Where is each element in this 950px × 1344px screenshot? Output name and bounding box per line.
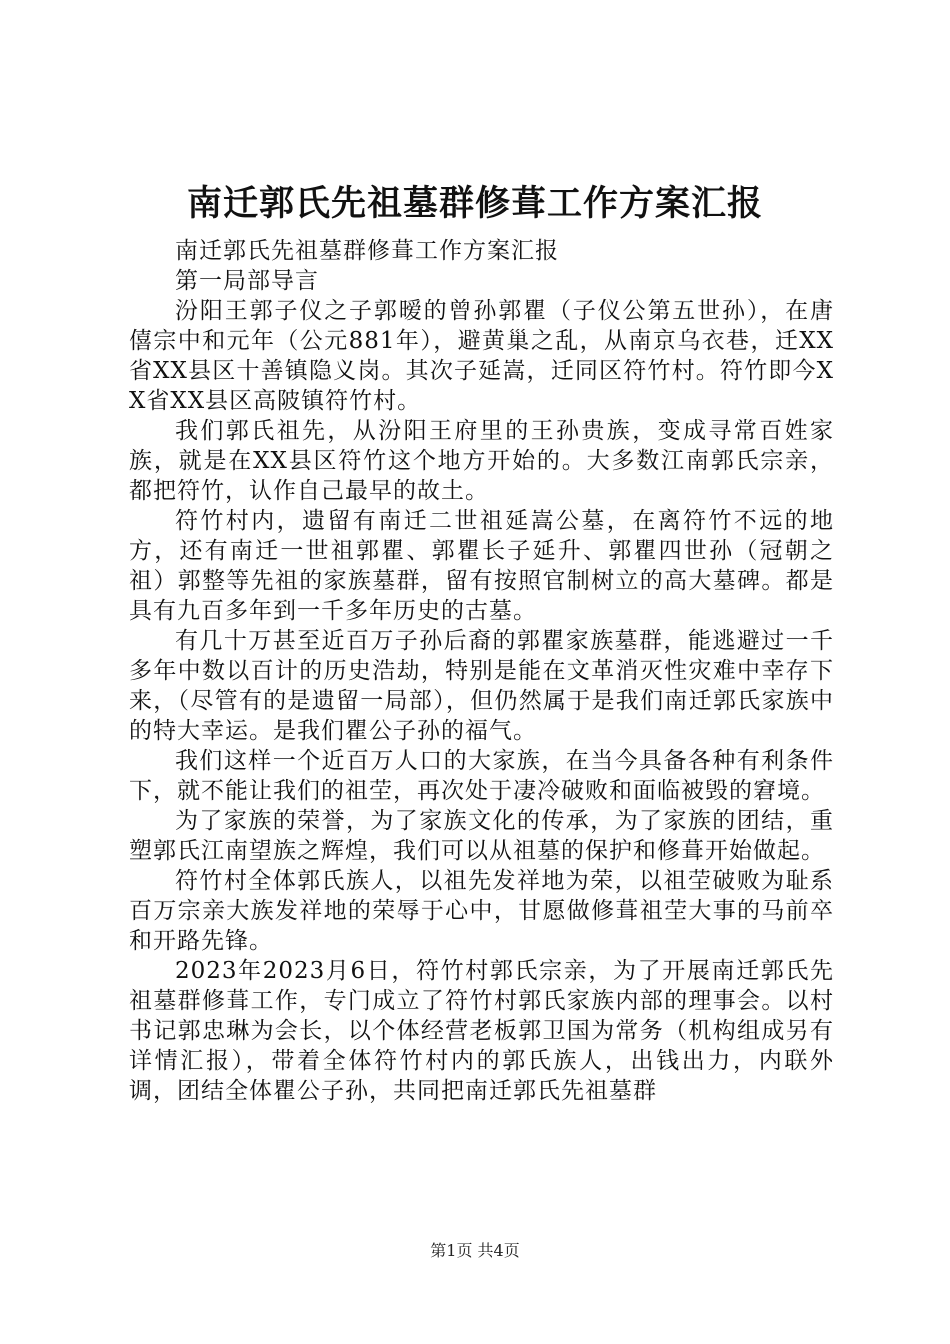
paragraph: 我们这样一个近百万人口的大家族，在当今具备各种有利条件下，就不能让我们的祖茔，再次处于凄冷破败和面临被毁的窘境。 [129, 748, 834, 804]
paragraph: 符竹村内，遗留有南迁二世祖延嵩公墓，在离符竹不远的地方，还有南迁一世祖郭瞿、郭瞿长子延升、郭瞿四世孙（冠朝之祖）郭整等先祖的家族墓群，留有按照官制树立的高大墓碑。都是具有九百多年到一千多年历史的古墓。 [129, 508, 834, 624]
paragraph: 为了家族的荣誉，为了家族文化的传承，为了家族的团结，重塑郭氏江南望族之辉煌，我们可以从祖墓的保护和修葺开始做起。 [129, 808, 834, 864]
paragraph: 有几十万甚至近百万子孙后裔的郭瞿家族墓群，能逃避过一千多年中数以百计的历史浩劫，特别是能在文革消灭性灾难中幸存下来，（尽管有的是遗留一局部），但仍然属于是我们南迁郭氏家族中的特大幸运。是我们瞿公子孙的福气。 [129, 628, 834, 744]
paragraph: 南迁郭氏先祖墓群修葺工作方案汇报 [175, 238, 559, 264]
paragraph: 符竹村全体郭氏族人，以祖先发祥地为荣，以祖茔破败为耻系百万宗亲大族发祥地的荣辱于心中，甘愿做修葺祖茔大事的马前卒和开路先锋。 [129, 868, 834, 954]
paragraph: 2023年2023月6日，符竹村郭氏宗亲，为了开展南迁郭氏先祖墓群修葺工作，专门成立了符竹村郭氏家族内部的理事会。以村书记郭忠琳为会长，以个体经营老板郭卫国为常务（机构组成另有详情汇报），带着全体符竹村内的郭氏族人，出钱出力，内联外调，团结全体瞿公子孙，共同把南迁郭氏先祖墓群 [129, 958, 834, 1104]
page-number: 第1页 共4页 [430, 1241, 520, 1260]
paragraph: 我们郭氏祖先，从汾阳王府里的王孙贵族，变成寻常百姓家族，就是在XX县区符竹这个地方开始的。大多数江南郭氏宗亲，都把符竹，认作自己最早的故土。 [129, 418, 834, 504]
document-body [129, 236, 834, 1106]
paragraph: 第一局部导言 [175, 268, 319, 294]
paragraph: 汾阳王郭子仪之子郭暧的曾孙郭瞿（子仪公第五世孙），在唐僖宗中和元年（公元881年），避黄巢之乱，从南京乌衣巷，迁XX省XX县区十善镇隐义岗。其次子延嵩，迁同区符竹村。符竹即今XX省XX县区高陂镇符竹村。 [129, 298, 834, 414]
document-title: 南迁郭氏先祖墓群修葺工作方案汇报 [186, 183, 763, 224]
